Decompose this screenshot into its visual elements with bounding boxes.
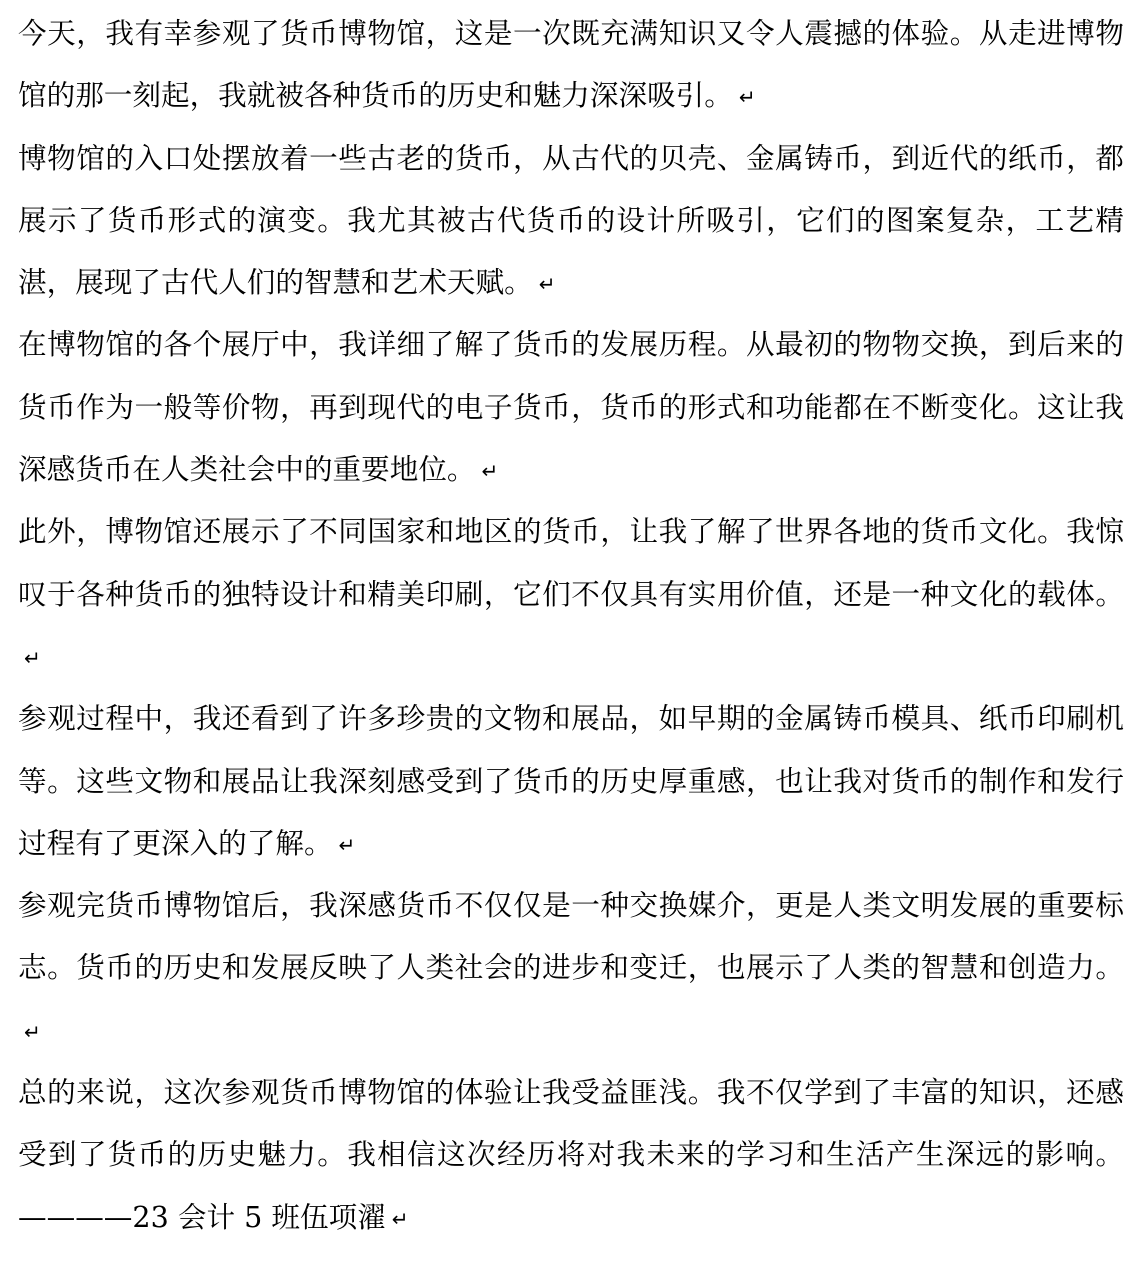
paragraph-text: 总的来说，这次参观货币博物馆的体验让我受益匪浅。我不仅学到了丰富的知识，还感受到了货币的历史魅力。我相信这次经历将对我未来的学习和生活产生深远的影响。————23 会计 5 班伍项濯 — [18, 1075, 1124, 1234]
paragraph-text: 参观完货币博物馆后，我深感货币不仅仅是一种交换媒介，更是人类文明发展的重要标志。货币的历史和发展反映了人类社会的进步和变迁，也展示了人类的智慧和创造力。 — [18, 888, 1124, 985]
paragraph — [18, 2, 1124, 127]
paragraph-mark-icon: ↵ — [481, 459, 499, 484]
paragraph-mark-icon: ↵ — [538, 272, 556, 297]
paragraph-mark-icon: ↵ — [738, 85, 756, 110]
paragraph-text: 在博物馆的各个展厅中，我详细了解了货币的发展历程。从最初的物物交换，到后来的货币作为一般等价物，再到现代的电子货币，货币的形式和功能都在不断变化。这让我深感货币在人类社会中的重要地位。 — [18, 327, 1124, 487]
paragraph — [18, 874, 1124, 1061]
paragraph-text: 今天，我有幸参观了货币博物馆，这是一次既充满知识又令人震撼的体验。从走进博物馆的那一刻起，我就被各种货币的历史和魅力深深吸引。 — [18, 16, 1124, 113]
paragraph-mark-icon: ↵ — [24, 645, 41, 670]
paragraph — [18, 500, 1124, 687]
paragraph — [18, 127, 1124, 314]
paragraph-mark-icon: ↵ — [391, 1206, 409, 1231]
paragraph — [18, 687, 1124, 874]
paragraph-text: 博物馆的入口处摆放着一些古老的货币，从古代的贝壳、金属铸币，到近代的纸币，都展示了货币形式的演变。我尤其被古代货币的设计所吸引，它们的图案复杂，工艺精湛，展现了古代人们的智慧和艺术天赋。 — [18, 140, 1124, 300]
paragraph-mark-icon: ↵ — [338, 832, 356, 857]
paragraph-text: 此外，博物馆还展示了不同国家和地区的货币，让我了解了世界各地的货币文化。我惊叹于各种货币的独特设计和精美印刷，它们不仅具有实用价值，还是一种文化的载体。 — [18, 514, 1124, 611]
paragraph-text: 参观过程中，我还看到了许多珍贵的文物和展品，如早期的金属铸币模具、纸币印刷机等。这些文物和展品让我深刻感受到了货币的历史厚重感，也让我对货币的制作和发行过程有了更深入的了解。 — [18, 701, 1124, 860]
paragraph — [18, 313, 1124, 500]
paragraph-mark-icon: ↵ — [24, 1019, 41, 1044]
paragraph — [18, 1061, 1124, 1248]
